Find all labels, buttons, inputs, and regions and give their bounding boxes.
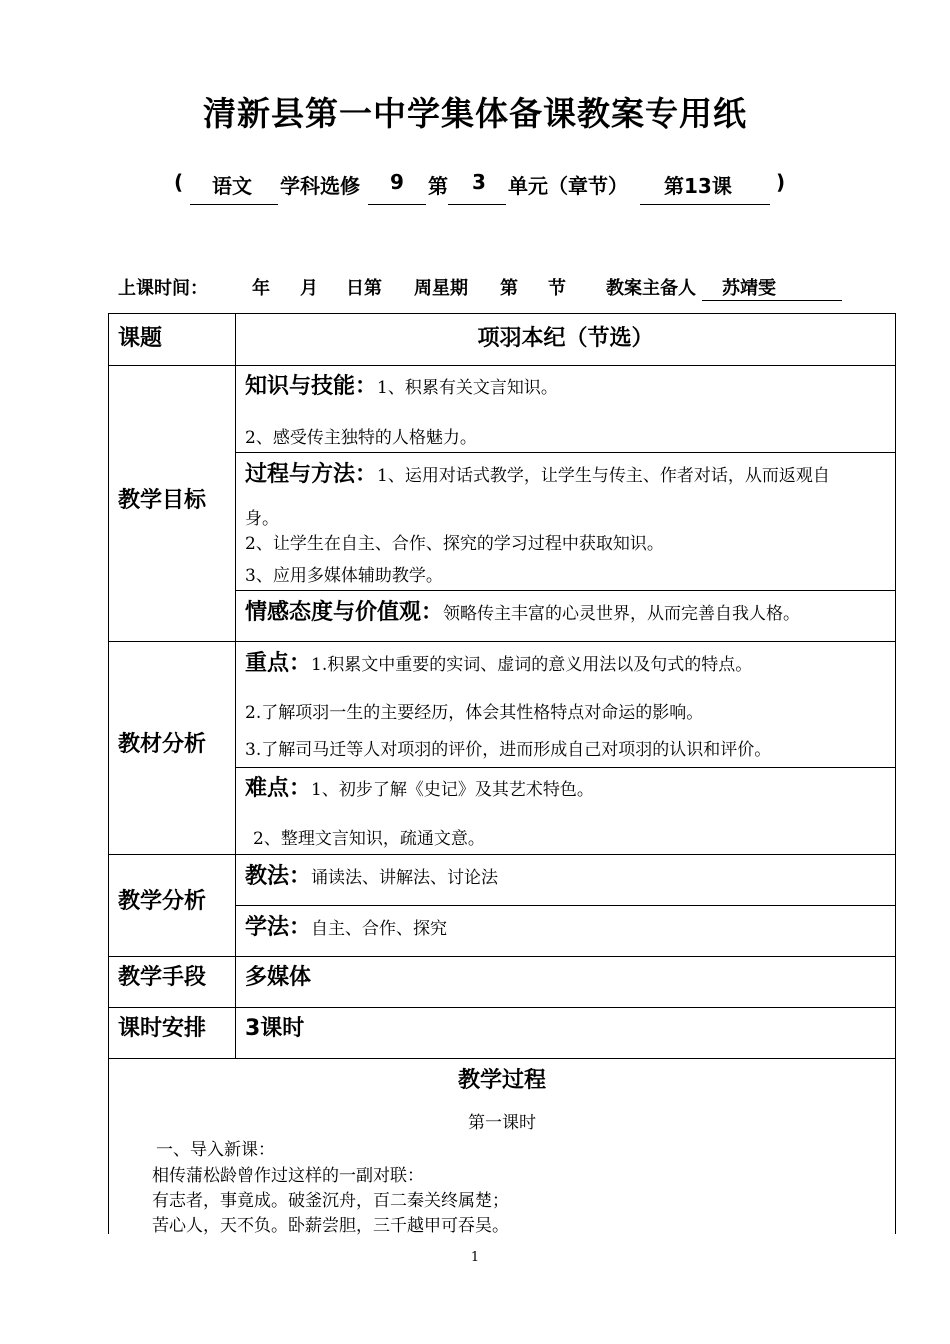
learning-value: 自主、合作、探究 (311, 919, 448, 939)
row-divider (108, 365, 896, 366)
emotion-item: 领略传主丰富的心灵世界，从而完善自我人格。 (443, 604, 801, 624)
process-item-2: 2、让学生在自主、合作、探究的学习过程中获取知识。 (245, 534, 664, 554)
month-label: 月 (300, 278, 318, 299)
key-item-2: 2.了解项羽一生的主要经历，体会其性格特点对命运的影响。 (245, 703, 704, 723)
emotion-section (245, 595, 800, 626)
lesson-one-heading: 第一课时 (468, 1113, 536, 1133)
material-label: 教材分析 (118, 732, 207, 757)
hours-value: 3课时 (245, 1016, 305, 1041)
knowledge-section (245, 369, 558, 400)
intro-heading: 一、导入新课： (156, 1140, 275, 1160)
right-paren: ) (776, 170, 786, 194)
process-item-1-cont: 身。 (245, 509, 279, 529)
process-item-3: 3、应用多媒体辅助教学。 (245, 566, 443, 586)
row-divider (235, 767, 896, 768)
knowledge-heading: 知识与技能： (245, 374, 378, 399)
period-di-label: 第 (500, 278, 518, 299)
year-label: 年 (252, 278, 270, 299)
left-paren: ( (174, 170, 184, 194)
period-label: 节 (548, 278, 566, 299)
lesson-underline (640, 204, 770, 205)
table-border-left (108, 313, 109, 1234)
book-underline (368, 204, 426, 205)
week-label: 周星期 (414, 278, 468, 299)
analysis-label: 教学分析 (118, 889, 207, 914)
method-value: 诵读法、讲解法、讨论法 (311, 868, 499, 888)
couplet-line-1: 有志者，事竟成。破釜沉舟，百二秦关终属楚； (152, 1191, 509, 1211)
preparer-name: 苏靖雯 (722, 278, 776, 299)
di-label: 第 (428, 174, 448, 198)
subject-value: 语文 (212, 174, 252, 198)
row-divider (108, 641, 896, 642)
key-item-1: 1.积累文中重要的实词、虚词的意义用法以及句式的特点。 (311, 655, 753, 675)
difficulty-item-2: 2、整理文言知识，疏通文意。 (253, 829, 485, 849)
topic-value: 项羽本纪（节选） (477, 326, 654, 351)
key-section (245, 646, 752, 677)
process-title: 教学过程 (457, 1068, 546, 1093)
learning-heading: 学法： (245, 915, 312, 940)
process-heading: 过程与方法： (245, 462, 378, 487)
unit-label: 单元（章节） (508, 174, 628, 198)
intro-line-1: 相传蒲松龄曾作过这样的一副对联： (152, 1166, 424, 1186)
page-title: 清新县第一中学集体备课教案专用纸 (203, 94, 747, 133)
method-section (245, 859, 498, 890)
row-divider (108, 1007, 896, 1008)
difficulty-heading: 难点： (245, 776, 312, 801)
preparer-underline (702, 300, 842, 301)
time-label: 上课时间： (118, 278, 208, 299)
row-divider (235, 905, 896, 906)
difficulty-section (245, 771, 594, 802)
row-divider (108, 1058, 896, 1059)
couplet-line-2: 苦心人，天不负。卧薪尝胆，三千越甲可吞吴。 (152, 1216, 509, 1236)
goals-label: 教学目标 (118, 488, 207, 513)
means-value: 多媒体 (245, 965, 312, 990)
means-label: 教学手段 (118, 965, 207, 990)
topic-label: 课题 (118, 326, 163, 351)
class-time-line (118, 274, 858, 302)
key-item-3: 3.了解司马迁等人对项羽的评价，进而形成自己对项羽的认识和评价。 (245, 740, 772, 760)
row-divider (235, 590, 896, 591)
unit-underline (448, 204, 506, 205)
book-number: 9 (390, 170, 404, 194)
preparer-label: 教案主备人 (606, 278, 696, 299)
process-item-1: 1、运用对话式教学，让学生与传主、作者对话，从而返观自 (377, 466, 830, 486)
row-divider (235, 452, 896, 453)
subject-line (0, 168, 950, 208)
lesson-number: 第13课 (664, 174, 732, 198)
table-border-top (108, 313, 896, 314)
subject-label: 学科选修 (280, 174, 360, 198)
learning-section (245, 910, 447, 941)
day-label: 日第 (346, 278, 382, 299)
row-divider (108, 956, 896, 957)
row-divider (108, 854, 896, 855)
lesson-plan-table (108, 313, 896, 1234)
knowledge-item-1: 1、积累有关文言知识。 (377, 378, 558, 398)
difficulty-item-1: 1、初步了解《史记》及其艺术特色。 (311, 780, 594, 800)
emotion-heading: 情感态度与价值观： (245, 600, 444, 625)
knowledge-item-2: 2、感受传主独特的人格魅力。 (245, 428, 477, 448)
key-heading: 重点： (245, 651, 312, 676)
process-section (245, 457, 830, 488)
unit-number: 3 (472, 170, 486, 194)
page-number: 1 (470, 1250, 480, 1265)
hours-label: 课时安排 (118, 1016, 207, 1041)
label-column-divider (235, 313, 236, 1058)
method-heading: 教法： (245, 864, 312, 889)
subject-underline (190, 204, 278, 205)
